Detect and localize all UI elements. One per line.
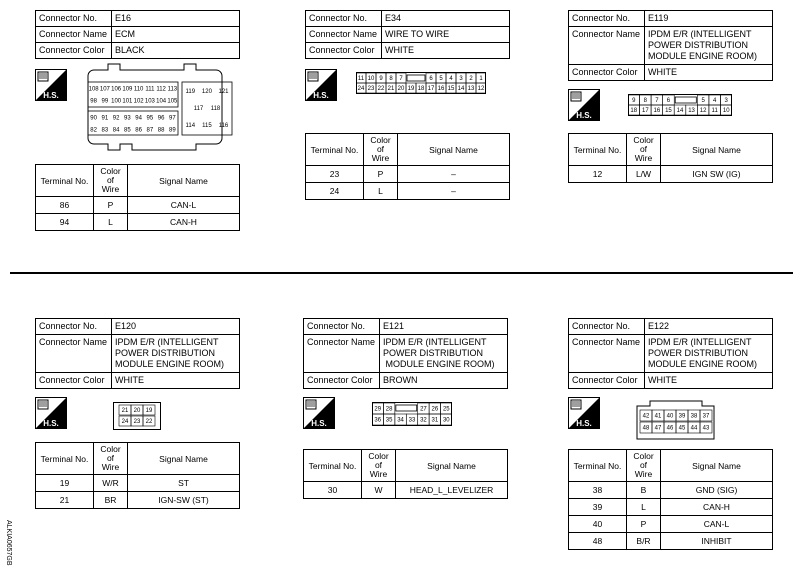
pin-number: 26 bbox=[431, 406, 439, 413]
pin-number: 30 bbox=[442, 417, 450, 424]
pin-number: 19 bbox=[145, 408, 153, 415]
connector-no-value: E16 bbox=[112, 11, 240, 27]
wire-color: L bbox=[364, 183, 398, 200]
connector-color-value: BLACK bbox=[112, 43, 240, 59]
pin-number: 39 bbox=[678, 413, 686, 420]
signal-name-header: Signal Name bbox=[661, 450, 773, 482]
terminal-table bbox=[568, 449, 773, 550]
pin-number: 116 bbox=[218, 123, 229, 130]
connector-no-label: Connector No. bbox=[36, 319, 112, 335]
terminal-panel-e121 bbox=[303, 449, 508, 499]
pin-number: 6 bbox=[666, 98, 671, 105]
signal-name-header: Signal Name bbox=[128, 443, 240, 475]
pin-number: 3 bbox=[459, 76, 463, 83]
pin-number: 23 bbox=[367, 86, 375, 93]
terminal-no: 40 bbox=[569, 516, 627, 533]
pin-number: 20 bbox=[133, 408, 141, 415]
connector-no-value: E119 bbox=[645, 11, 773, 27]
connector-name-value bbox=[112, 335, 240, 373]
connector-face-e16 bbox=[74, 62, 244, 152]
pin-number: 109 bbox=[122, 86, 133, 93]
terminal-panel-e16 bbox=[35, 164, 240, 231]
pin-number: 45 bbox=[678, 425, 686, 432]
pin-number: 12 bbox=[699, 108, 707, 115]
pin-number: 10 bbox=[722, 108, 730, 115]
connector-name-line: IPDM E/R (INTELLIGENT bbox=[648, 337, 752, 347]
pin-number: 17 bbox=[427, 86, 435, 93]
pin-number: 121 bbox=[218, 89, 229, 96]
connector-name-line: POWER DISTRIBUTION bbox=[648, 40, 749, 50]
connector-color-label: Connector Color bbox=[36, 43, 112, 59]
pin-number: 15 bbox=[447, 86, 455, 93]
connector-latch bbox=[675, 97, 696, 103]
connector-name-label: Connector Name bbox=[306, 27, 382, 43]
connector-color-value: WHITE bbox=[645, 65, 773, 81]
pin-number: 114 bbox=[185, 123, 196, 130]
signal-name: ST bbox=[128, 475, 240, 492]
connector-face-e122 bbox=[636, 400, 716, 440]
pin-number: 40 bbox=[666, 413, 674, 420]
pin-number: 84 bbox=[112, 127, 120, 134]
terminal-no-header: Terminal No. bbox=[306, 134, 364, 166]
pin-number: 90 bbox=[90, 115, 97, 122]
wire-color-header bbox=[94, 443, 128, 475]
pin-number: 17 bbox=[641, 108, 649, 115]
terminal-panel-e34 bbox=[305, 133, 510, 200]
hs-icon bbox=[35, 69, 67, 101]
hs-icon bbox=[568, 89, 600, 121]
pin-number: 41 bbox=[654, 413, 662, 420]
pin-number: 9 bbox=[379, 76, 383, 83]
wire-color: P bbox=[364, 166, 398, 183]
wire-color-header bbox=[627, 450, 661, 482]
wire-color-header-line2: Wire bbox=[101, 184, 120, 194]
connector-no-value: E121 bbox=[380, 319, 508, 335]
pin-number: 93 bbox=[124, 115, 131, 122]
connector-name-value bbox=[645, 27, 773, 65]
pin-number: 48 bbox=[642, 425, 650, 432]
pin-number: 42 bbox=[642, 413, 650, 420]
hs-label: H.S. bbox=[576, 111, 592, 120]
pin-number: 86 bbox=[135, 127, 142, 134]
pin-number: 113 bbox=[167, 86, 178, 93]
pin-number: 32 bbox=[420, 417, 427, 424]
wire-color-header bbox=[627, 134, 661, 166]
connector-name-line: MODULE ENGINE ROOM) bbox=[648, 359, 758, 369]
pin-number: 43 bbox=[702, 425, 710, 432]
connector-panel-e119 bbox=[568, 10, 773, 81]
wire-color: W/R bbox=[94, 475, 128, 492]
pin-number: 22 bbox=[377, 86, 385, 93]
pin-number: 111 bbox=[145, 86, 155, 93]
hs-label: H.S. bbox=[313, 91, 329, 100]
connector-name-line: MODULE ENGINE ROOM) bbox=[648, 51, 758, 61]
connector-color-value: WHITE bbox=[382, 43, 510, 59]
terminal-no-header: Terminal No. bbox=[569, 450, 627, 482]
signal-name: HEAD_L_LEVELIZER bbox=[396, 482, 508, 499]
pin-number: 29 bbox=[374, 406, 382, 413]
connector-name-line: POWER DISTRIBUTION bbox=[115, 348, 216, 358]
connector-color-label: Connector Color bbox=[569, 373, 645, 389]
signal-name: IGN SW (IG) bbox=[661, 166, 773, 183]
pin-number: 47 bbox=[654, 425, 662, 432]
section-divider bbox=[10, 272, 793, 274]
connector-name-label: Connector Name bbox=[304, 335, 380, 373]
pin-number: 83 bbox=[101, 127, 109, 134]
pin-number: 21 bbox=[387, 86, 395, 93]
pin-number: 5 bbox=[701, 98, 705, 105]
wire-color: B bbox=[627, 482, 661, 499]
pin-number: 14 bbox=[676, 108, 684, 115]
signal-name-header: Signal Name bbox=[128, 165, 240, 197]
pin-number: 6 bbox=[429, 76, 433, 83]
hs-label: H.S. bbox=[43, 419, 59, 428]
connector-no-value: E122 bbox=[645, 319, 773, 335]
wire-color-header-line1: Color of bbox=[100, 166, 121, 185]
signal-name: INHIBIT bbox=[661, 533, 773, 550]
table-row bbox=[36, 197, 240, 214]
pin-number: 117 bbox=[193, 106, 204, 113]
connector-name-label: Connector Name bbox=[569, 27, 645, 65]
connector-panel-e120 bbox=[35, 318, 240, 389]
pin-number: 96 bbox=[157, 115, 165, 122]
pin-number: 119 bbox=[185, 89, 196, 96]
pin-number: 98 bbox=[90, 98, 97, 105]
pin-number: 18 bbox=[630, 108, 638, 115]
pin-number: 38 bbox=[690, 413, 698, 420]
pin-number: 23 bbox=[133, 419, 141, 426]
pin-number: 7 bbox=[399, 76, 403, 83]
connector-color-label: Connector Color bbox=[304, 373, 380, 389]
wire-color-header-line2: Wire bbox=[369, 469, 388, 479]
connector-color-value: WHITE bbox=[112, 373, 240, 389]
connector-info-table bbox=[35, 318, 240, 389]
hs-label: H.S. bbox=[576, 419, 592, 428]
pin-number: 44 bbox=[690, 425, 698, 432]
pin-number: 25 bbox=[442, 406, 450, 413]
connector-info-table bbox=[568, 10, 773, 81]
terminal-no: 12 bbox=[569, 166, 627, 183]
wire-color-header bbox=[362, 450, 396, 482]
terminal-no: 23 bbox=[306, 166, 364, 183]
wire-color: BR bbox=[94, 492, 128, 509]
wire-color-header-line1: Color of bbox=[370, 135, 391, 154]
pin-number: 89 bbox=[169, 127, 176, 134]
pin-number: 5 bbox=[439, 76, 443, 83]
connector-latch bbox=[396, 405, 417, 411]
terminal-no: 48 bbox=[569, 533, 627, 550]
pin-number: 91 bbox=[101, 115, 109, 122]
wire-color: P bbox=[94, 197, 128, 214]
pin-number: 34 bbox=[397, 417, 404, 424]
terminal-table bbox=[303, 449, 508, 499]
signal-name: CAN-H bbox=[128, 214, 240, 231]
connector-color-label: Connector Color bbox=[36, 373, 112, 389]
wire-color-header-line2: Wire bbox=[101, 462, 120, 472]
connector-info-table bbox=[35, 10, 240, 59]
wire-color-header bbox=[94, 165, 128, 197]
signal-name-header: Signal Name bbox=[396, 450, 508, 482]
signal-name-header: Signal Name bbox=[398, 134, 510, 166]
wire-color-header-line2: Wire bbox=[371, 153, 390, 163]
terminal-table bbox=[35, 164, 240, 231]
pin-number: 1 bbox=[479, 76, 483, 83]
signal-name: – bbox=[398, 183, 510, 200]
wire-color-header-line1: Color of bbox=[100, 444, 121, 463]
table-row bbox=[569, 499, 773, 516]
pin-number: 2 bbox=[469, 76, 473, 83]
pin-number: 31 bbox=[431, 417, 439, 424]
pin-number: 35 bbox=[385, 417, 393, 424]
connector-name-line: IPDM E/R (INTELLIGENT bbox=[383, 337, 487, 347]
pin-number: 108 bbox=[88, 86, 99, 93]
connector-color-label: Connector Color bbox=[569, 65, 645, 81]
connector-no-label: Connector No. bbox=[569, 11, 645, 27]
wire-color-header-line1: Color of bbox=[633, 135, 654, 154]
wire-color-header-line2: Wire bbox=[634, 153, 653, 163]
wire-color: B/R bbox=[627, 533, 661, 550]
pin-number: 8 bbox=[389, 76, 393, 83]
hs-label: H.S. bbox=[311, 419, 327, 428]
connector-no-label: Connector No. bbox=[569, 319, 645, 335]
pin-number: 18 bbox=[417, 86, 425, 93]
connector-name-value: ECM bbox=[112, 27, 240, 43]
pin-number: 103 bbox=[144, 98, 155, 105]
connector-face-e119 bbox=[628, 94, 732, 116]
terminal-panel-e119 bbox=[568, 133, 773, 183]
pin-number: 22 bbox=[145, 419, 153, 426]
connector-name-line: MODULE ENGINE ROOM) bbox=[383, 359, 495, 369]
wire-color-header-line2: Wire bbox=[634, 469, 653, 479]
wire-color: L bbox=[94, 214, 128, 231]
table-row bbox=[569, 482, 773, 499]
signal-name-header: Signal Name bbox=[661, 134, 773, 166]
figure-id: ALKIA0657GB bbox=[5, 520, 12, 566]
terminal-no: 39 bbox=[569, 499, 627, 516]
pin-number: 24 bbox=[357, 86, 365, 93]
connector-face-e120 bbox=[113, 402, 161, 430]
pin-number: 105 bbox=[167, 98, 178, 105]
pin-number: 82 bbox=[90, 127, 97, 134]
connector-name-label: Connector Name bbox=[36, 335, 112, 373]
pin-number: 15 bbox=[665, 108, 672, 115]
wire-color-header bbox=[364, 134, 398, 166]
table-row bbox=[36, 492, 240, 509]
signal-name: GND (SIG) bbox=[661, 482, 773, 499]
connector-latch bbox=[407, 75, 425, 81]
pin-number: 112 bbox=[156, 86, 166, 93]
pin-number: 9 bbox=[632, 98, 636, 105]
connector-name-value: WIRE TO WIRE bbox=[382, 27, 510, 43]
pin-number: 7 bbox=[655, 98, 659, 105]
pin-number: 88 bbox=[157, 127, 165, 134]
pin-number: 120 bbox=[201, 89, 212, 96]
terminal-no: 24 bbox=[306, 183, 364, 200]
pin-number: 94 bbox=[135, 115, 142, 122]
wire-color: W bbox=[362, 482, 396, 499]
pin-number: 14 bbox=[457, 86, 465, 93]
connector-face-e34 bbox=[356, 72, 486, 94]
connector-color-label: Connector Color bbox=[306, 43, 382, 59]
pin-number: 24 bbox=[121, 419, 129, 426]
signal-name: CAN-L bbox=[661, 516, 773, 533]
pin-number: 99 bbox=[101, 98, 109, 105]
pin-number: 110 bbox=[133, 86, 144, 93]
pin-number: 13 bbox=[688, 108, 695, 115]
connector-name-line: MODULE ENGINE ROOM) bbox=[115, 359, 225, 369]
pin-number: 28 bbox=[385, 406, 393, 413]
signal-name: CAN-L bbox=[128, 197, 240, 214]
pin-number: 87 bbox=[146, 127, 154, 134]
pin-number: 104 bbox=[156, 98, 167, 105]
pin-number: 101 bbox=[122, 98, 133, 105]
pin-number: 115 bbox=[202, 123, 212, 130]
hs-label: H.S. bbox=[43, 91, 59, 100]
hs-icon bbox=[568, 397, 600, 429]
pin-number: 4 bbox=[449, 76, 453, 83]
connector-no-label: Connector No. bbox=[306, 11, 382, 27]
wire-color-header-line1: Color of bbox=[633, 451, 654, 470]
connector-info-table bbox=[568, 318, 773, 389]
pin-number: 95 bbox=[146, 115, 154, 122]
connector-name-line: IPDM E/R (INTELLIGENT bbox=[115, 337, 219, 347]
terminal-table bbox=[568, 133, 773, 183]
pin-number: 85 bbox=[124, 127, 131, 134]
terminal-no: 30 bbox=[304, 482, 362, 499]
pin-number: 33 bbox=[408, 417, 416, 424]
pin-number: 16 bbox=[437, 86, 445, 93]
pin-number: 92 bbox=[112, 115, 120, 122]
terminal-table bbox=[305, 133, 510, 200]
pin-number: 11 bbox=[711, 108, 718, 115]
table-row bbox=[569, 516, 773, 533]
connector-no-label: Connector No. bbox=[36, 11, 112, 27]
table-row bbox=[304, 482, 508, 499]
connector-no-value: E34 bbox=[382, 11, 510, 27]
pin-number: 11 bbox=[357, 76, 365, 83]
connector-name-label: Connector Name bbox=[569, 335, 645, 373]
pin-number: 36 bbox=[374, 417, 382, 424]
connector-name-line: POWER DISTRIBUTION bbox=[648, 348, 749, 358]
terminal-no: 19 bbox=[36, 475, 94, 492]
signal-name: CAN-H bbox=[661, 499, 773, 516]
pin-number: 10 bbox=[367, 76, 375, 83]
connector-panel-e121 bbox=[303, 318, 508, 389]
terminal-panel-e120 bbox=[35, 442, 240, 509]
terminal-no-header: Terminal No. bbox=[36, 443, 94, 475]
table-row bbox=[569, 533, 773, 550]
terminal-no-header: Terminal No. bbox=[304, 450, 362, 482]
signal-name: IGN-SW (ST) bbox=[128, 492, 240, 509]
wire-color-header-line1: Color of bbox=[368, 451, 389, 470]
connector-color-value: WHITE bbox=[645, 373, 773, 389]
terminal-no: 94 bbox=[36, 214, 94, 231]
pin-number: 27 bbox=[420, 406, 427, 413]
pin-number: 16 bbox=[653, 108, 661, 115]
connector-name-line: IPDM E/R (INTELLIGENT bbox=[648, 29, 752, 39]
wire-color: P bbox=[627, 516, 661, 533]
connector-name-label: Connector Name bbox=[36, 27, 112, 43]
table-row bbox=[36, 475, 240, 492]
pin-number: 12 bbox=[477, 86, 485, 93]
table-row bbox=[36, 214, 240, 231]
hs-icon bbox=[35, 397, 67, 429]
connector-name-line: POWER DISTRIBUTION bbox=[383, 348, 484, 358]
pin-number: 46 bbox=[666, 425, 674, 432]
connector-info-table bbox=[305, 10, 510, 59]
connector-face-e121 bbox=[372, 402, 452, 426]
terminal-panel-e122 bbox=[568, 449, 773, 550]
table-row bbox=[569, 166, 773, 183]
table-row bbox=[306, 166, 510, 183]
pin-number: 37 bbox=[702, 413, 710, 420]
hs-icon bbox=[303, 397, 335, 429]
signal-name: – bbox=[398, 166, 510, 183]
connector-color-value: BROWN bbox=[380, 373, 508, 389]
pin-number: 21 bbox=[121, 408, 129, 415]
pin-number: 3 bbox=[724, 98, 728, 105]
connector-no-value: E120 bbox=[112, 319, 240, 335]
hs-icon bbox=[305, 69, 337, 101]
connector-name-value bbox=[645, 335, 773, 373]
pin-number: 19 bbox=[407, 86, 415, 93]
terminal-no-header: Terminal No. bbox=[36, 165, 94, 197]
terminal-table bbox=[35, 442, 240, 509]
connector-panel-e16 bbox=[35, 10, 240, 59]
connector-name-value bbox=[380, 335, 508, 373]
pin-number: 4 bbox=[712, 98, 717, 105]
pin-number: 20 bbox=[397, 86, 405, 93]
connector-no-label: Connector No. bbox=[304, 319, 380, 335]
pin-number: 118 bbox=[210, 106, 221, 113]
connector-panel-e34 bbox=[305, 10, 510, 59]
terminal-no: 86 bbox=[36, 197, 94, 214]
pin-number: 97 bbox=[169, 115, 176, 122]
pin-number: 100 bbox=[111, 98, 122, 105]
wire-color: L bbox=[627, 499, 661, 516]
pin-number: 107 bbox=[99, 86, 110, 93]
pin-number: 8 bbox=[643, 98, 648, 105]
terminal-no: 38 bbox=[569, 482, 627, 499]
connector-info-table bbox=[303, 318, 508, 389]
terminal-no: 21 bbox=[36, 492, 94, 509]
pin-number: 102 bbox=[133, 98, 144, 105]
wire-color: L/W bbox=[627, 166, 661, 183]
pin-number: 106 bbox=[111, 86, 122, 93]
table-row bbox=[306, 183, 510, 200]
connector-panel-e122 bbox=[568, 318, 773, 389]
pin-number: 13 bbox=[467, 86, 475, 93]
terminal-no-header: Terminal No. bbox=[569, 134, 627, 166]
